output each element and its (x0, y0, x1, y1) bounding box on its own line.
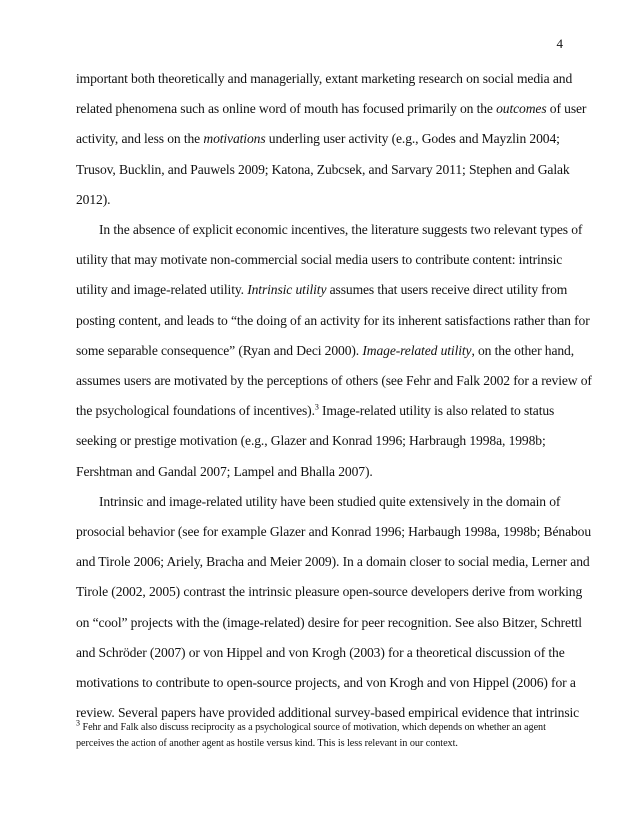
text-line (76, 155, 570, 185)
text-run: 2012). (76, 191, 111, 207)
text-line (76, 638, 564, 668)
text-line (76, 396, 564, 426)
text-line (76, 547, 590, 577)
text-run: prosocial behavior (see for example Glazer and Konrad 1996; Harbaugh 1998a, 1998b; Bénabou (76, 524, 592, 540)
text-run: review. Several papers have provided additional survey-based empirical evidence that intrinsic (76, 705, 580, 721)
text-line (76, 94, 587, 124)
text-run: assumes that users receive direct utility from (326, 282, 568, 298)
text-line (76, 608, 582, 638)
footnote (76, 720, 566, 751)
text-line (76, 517, 592, 547)
text-line (76, 306, 590, 336)
text-run: activity, and less on the (76, 131, 204, 147)
text-line (76, 457, 564, 487)
text-line (76, 275, 568, 305)
text-run: posting content, and leads to “the doing of an activity for its inherent satisfactions rather than for (76, 312, 590, 328)
text-line (76, 185, 564, 215)
text-line (76, 64, 573, 94)
footnote-text-1: Fehr and Falk also discuss reciprocity as a psychological source of motivation, which depends on whether an agent (79, 722, 546, 733)
text-line (76, 245, 564, 275)
paragraph-2 (76, 215, 592, 487)
page-number: 4 (556, 36, 563, 51)
text-line (76, 124, 564, 154)
paragraph-1 (76, 64, 587, 215)
text-run: , on the other hand, (471, 342, 574, 358)
text-run: utility that may motivate non-commercial social media users to contribute content: intrinsic (76, 252, 563, 268)
text-run: motivations to contribute to open-source projects, and von Krogh and von Hippel (2006) for a (76, 675, 576, 691)
text-line (76, 487, 564, 517)
text-line (76, 366, 592, 396)
body-text (76, 64, 592, 728)
footnote-line-2: perceives the action of another agent as hostile versus kind. This is less relevant in our context. (76, 737, 458, 749)
text-run: some separable consequence” (Ryan and Deci 2000). (76, 342, 363, 358)
text-run: on “cool” projects with the (image-related) desire for peer recognition. See also Bitzer, Schrettl (76, 614, 582, 630)
footnote-line-1 (76, 720, 566, 736)
text-run: Tirole (2002, 2005) contrast the intrinsic pleasure open-source developers derive from working (76, 584, 583, 600)
emphasis-text: Image-related utility (362, 342, 472, 358)
text-run: In the absence of explicit economic incentives, the literature suggests two relevant types of (99, 222, 583, 238)
text-run: Fershtman and Gandal 2007; Lampel and Bhalla 2007). (76, 463, 373, 479)
text-run: Trusov, Bucklin, and Pauwels 2009; Katona, Zubcsek, and Sarvary 2011; Stephen and Galak (76, 161, 570, 177)
text-line (76, 426, 564, 456)
text-run: the psychological foundations of incentives). (76, 403, 315, 419)
text-run: and Tirole 2006; Ariely, Bracha and Meier 2009). In a domain closer to social media, Lerner and (76, 554, 590, 570)
text-run: seeking or prestige motivation (e.g., Glazer and Konrad 1996; Harbraugh 1998a, 1998b; (76, 433, 546, 449)
footnote-marker: 3 (76, 718, 80, 728)
text-run: Image-related utility is also related to status (318, 403, 555, 419)
paragraph-3 (76, 487, 592, 729)
text-line (76, 336, 574, 366)
footnote-reference: 3 (314, 402, 319, 412)
text-run: of user (546, 101, 587, 117)
emphasis-text: motivations (203, 131, 266, 147)
emphasis-text: outcomes (496, 101, 547, 117)
text-run: assumes users are motivated by the perceptions of others (see Fehr and Falk 2002 for a review of (76, 373, 592, 389)
text-run: important both theoretically and managerially, extant marketing research on social media and (76, 71, 573, 86)
text-run: underling user activity (e.g., Godes and Mayzlin 2004; (265, 131, 560, 147)
emphasis-text: Intrinsic utility (247, 282, 327, 298)
text-run: Intrinsic and image-related utility have been studied quite extensively in the domain of (99, 493, 561, 509)
text-run: related phenomena such as online word of mouth has focused primarily on the (76, 101, 497, 117)
text-line (76, 577, 583, 607)
text-line (76, 668, 576, 698)
text-run: and Schröder (2007) or von Hippel and von Krogh (2003) for a theoretical discussion of the (76, 644, 565, 660)
text-line (76, 215, 583, 245)
text-run: utility and image-related utility. (76, 282, 248, 298)
